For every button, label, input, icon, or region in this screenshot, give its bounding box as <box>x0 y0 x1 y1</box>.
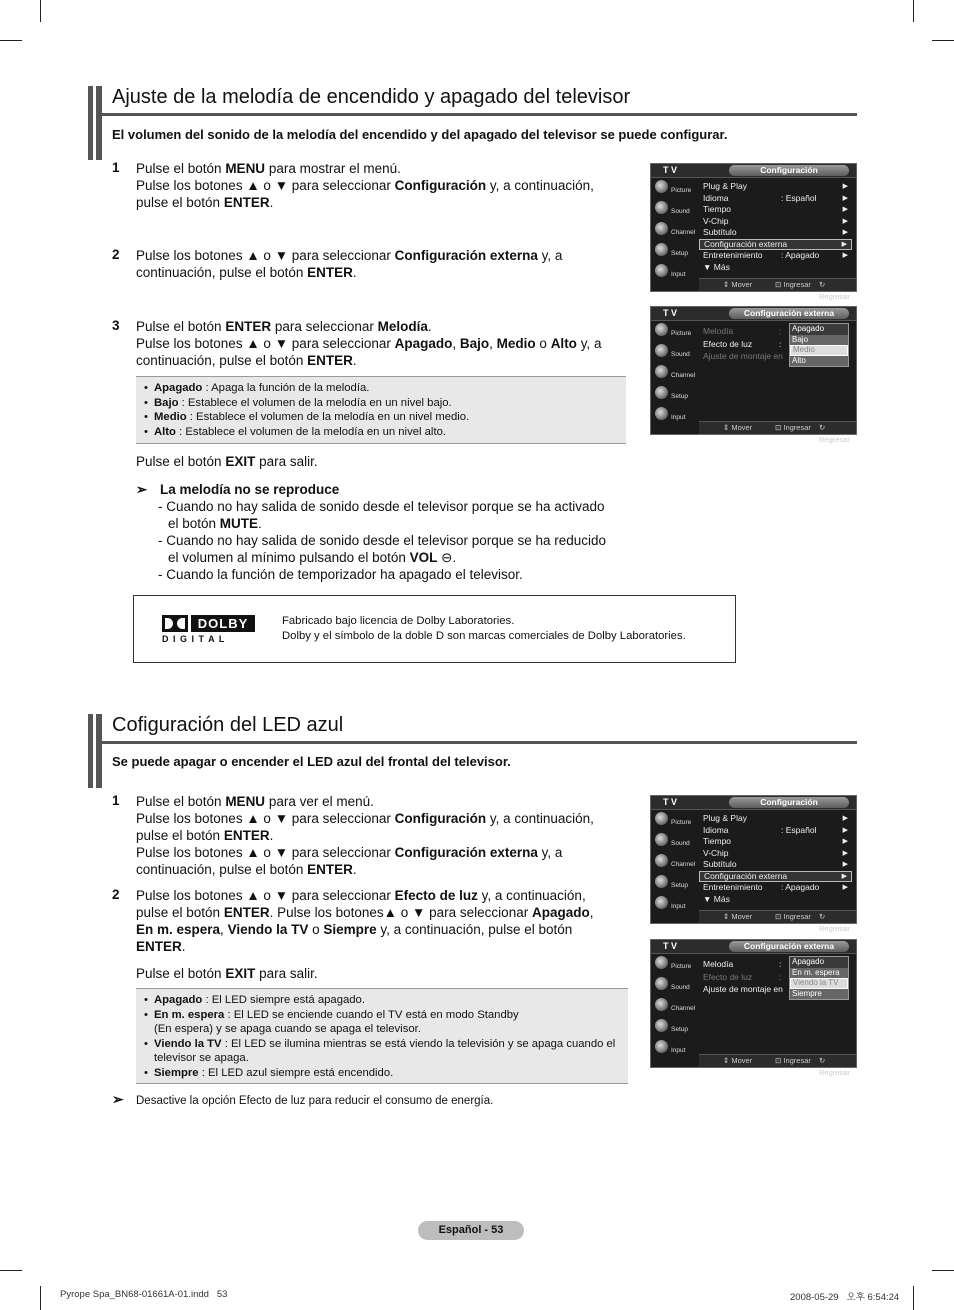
channel-icon <box>655 998 668 1011</box>
step-number: 1 <box>112 793 120 808</box>
osd-side-item <box>651 873 697 894</box>
osd-item-label: Idioma <box>703 824 729 835</box>
osd-colon: : <box>779 326 782 336</box>
osd-item-label: Configuración externa <box>704 870 788 881</box>
osd-side-item <box>651 262 697 283</box>
osd-sidebar <box>651 810 697 915</box>
osd-title: Configuración externa <box>729 941 849 952</box>
osd-side-label: Sound <box>671 984 690 991</box>
osd-dropdown-option[interactable]: Viendo la TV <box>790 978 848 989</box>
option-item: • Apagado : Apaga la función de la melodía. <box>154 381 620 396</box>
channel-icon <box>655 222 668 235</box>
osd-side-label: Picture <box>671 963 692 970</box>
osd-side-label: Picture <box>671 187 692 194</box>
section-bar <box>88 714 102 788</box>
osd-side-item <box>651 363 697 384</box>
osd-side-label: Channel <box>671 229 696 236</box>
osd-item-value: : Español <box>781 192 817 203</box>
arrow-right-icon: ▶ <box>842 194 848 202</box>
picture-icon <box>655 180 668 193</box>
option-item: • Viendo la TV : El LED se ilumina mientras se está viendo la televisión y se apaga cuando el televisor se apaga. <box>154 1037 622 1066</box>
osd-dropdown-option[interactable]: Alto <box>792 355 806 365</box>
osd-side-item <box>651 1038 697 1059</box>
channel-icon <box>655 854 668 867</box>
osd-colon: : <box>779 959 782 969</box>
osd-side-item <box>651 321 697 342</box>
picture-icon <box>655 956 668 969</box>
arrow-right-icon: ▶ <box>842 826 848 834</box>
section-title: Cofiguración del LED azul <box>112 714 344 736</box>
osd-menu-item[interactable] <box>699 216 852 228</box>
osd-item-label: Idioma <box>703 192 729 203</box>
osd-tv-label: T V <box>663 165 678 175</box>
input-icon <box>655 264 668 277</box>
osd-side-item <box>651 1017 697 1038</box>
arrow-right-icon: ▶ <box>841 240 847 248</box>
osd-side-item <box>651 384 697 405</box>
sound-icon <box>655 977 668 990</box>
tip-text: Desactive la opción Efecto de luz para reducir el consumo de energía. <box>136 1095 494 1107</box>
note-line: - Cuando no hay salida de sonido desde el televisor porque se ha activado <box>158 499 605 514</box>
osd-item-label: Tiempo <box>703 836 732 846</box>
crop-mark <box>932 40 954 41</box>
note-arrow-icon: ➢ <box>136 482 148 497</box>
osd-title: Configuración <box>729 165 849 176</box>
crop-mark <box>0 40 22 41</box>
osd-menu-item[interactable] <box>699 262 852 274</box>
osd-side-item <box>651 996 697 1017</box>
page-number-badge: Español - 53 <box>418 1221 524 1240</box>
section-intro: El volumen del sonido de la melodía del encendido y del apagado del televisor se puede configurar. <box>112 127 728 142</box>
osd-side-item <box>651 894 697 915</box>
osd-title: Configuración <box>729 797 849 808</box>
osd-menu-list <box>699 181 852 273</box>
osd-dropdown <box>789 956 849 1000</box>
note-line: el botón MUTE. <box>168 516 262 531</box>
osd-header <box>651 307 856 321</box>
option-item: • Medio : Establece el volumen de la melodía en un nivel medio. <box>154 410 620 425</box>
osd-side-label: Picture <box>671 819 692 826</box>
options-box <box>136 376 626 444</box>
osd-side-item <box>651 405 697 426</box>
note-line: - Cuando no hay salida de sonido desde el televisor porque se ha reducido <box>158 533 607 548</box>
osd-side-label: Channel <box>671 372 696 379</box>
osd-menu-item[interactable] <box>699 239 852 251</box>
osd-side-label: Channel <box>671 861 696 868</box>
mover-hint: ⇕ Mover <box>723 280 753 289</box>
regresar-hint: ↻ Regresar <box>819 1056 850 1077</box>
osd-side-label: Input <box>671 1047 686 1054</box>
setup-icon <box>655 875 668 888</box>
sound-icon <box>655 833 668 846</box>
osd-side-label: Sound <box>671 208 690 215</box>
osd-item-label: Tiempo <box>703 204 732 214</box>
crop-mark <box>932 1270 954 1271</box>
osd-item-label: Melodía <box>703 326 734 336</box>
osd-menu-item[interactable] <box>699 871 852 883</box>
arrow-right-icon: ▶ <box>842 252 848 259</box>
crop-mark <box>913 0 914 22</box>
osd-side-label: Setup <box>671 250 688 257</box>
dolby-line: Fabricado bajo licencia de Dolby Laboratories. <box>282 615 515 627</box>
osd-footer <box>699 278 856 301</box>
section-title: Ajuste de la melodía de encendido y apagado del televisor <box>112 86 631 108</box>
osd-footer <box>699 910 856 933</box>
osd-item-label: Plug & Play <box>703 813 747 823</box>
step-number: 3 <box>112 318 120 333</box>
arrow-right-icon: ▶ <box>842 838 848 845</box>
osd-menu-item[interactable] <box>699 825 852 837</box>
picture-icon <box>655 812 668 825</box>
regresar-hint: ↻ Regresar <box>819 280 850 301</box>
exit-instruction: Pulse el botón EXIT para salir. <box>136 454 318 469</box>
regresar-hint: ↻ Regresar <box>819 912 850 933</box>
osd-sidebar <box>651 321 697 426</box>
setup-icon <box>655 386 668 399</box>
osd-item-label: Subtítulo <box>703 227 737 237</box>
osd-menu-item[interactable] <box>699 181 852 193</box>
step-number: 1 <box>112 160 120 175</box>
step-number: 2 <box>112 247 120 262</box>
osd-side-label: Sound <box>671 351 690 358</box>
arrow-right-icon: ▶ <box>842 849 848 857</box>
step-text: Pulse el botón ENTER para seleccionar Melodía. Pulse los botones ▲ o ▼ para seleccionar Apagado, Bajo, Medio o Alto y, a continuación, pulse el botón ENTER. <box>136 319 602 368</box>
osd-item-label: Plug & Play <box>703 181 747 191</box>
osd-side-item <box>651 220 697 241</box>
osd-item-label: Entretenimiento <box>703 882 763 892</box>
osd-item-label: ▼ Más <box>703 261 730 272</box>
osd-dropdown <box>789 323 849 367</box>
option-item: • Alto : Establece el volumen de la melodía en un nivel alto. <box>154 425 620 440</box>
print-date: 2008-05-29 오후 6:54:24 <box>790 1292 900 1303</box>
osd-item-label: V-Chip <box>703 215 729 226</box>
osd-menu-list <box>699 813 852 905</box>
osd-tv-label: T V <box>663 941 678 951</box>
section-rule <box>102 113 857 116</box>
option-item: • En m. espera : El LED se enciende cuando el TV está en modo Standby (En espera) y se apaga cuando se apaga el televisor. <box>154 1008 622 1037</box>
dolby-wordmark: DOLBY <box>191 615 255 632</box>
step-number: 2 <box>112 887 120 902</box>
osd-side-item <box>651 178 697 199</box>
tv-menu-screenshot <box>650 163 857 301</box>
osd-side-item <box>651 199 697 220</box>
section-intro: Se puede apagar o encender el LED azul del frontal del televisor. <box>112 754 511 769</box>
ingresar-hint: ⊡ Ingresar <box>775 1056 811 1065</box>
tv-menu-screenshot <box>650 306 857 444</box>
double-d-icon <box>162 615 188 632</box>
osd-item-label: Subtítulo <box>703 859 737 869</box>
osd-item-label: V-Chip <box>703 847 729 858</box>
mover-hint: ⇕ Mover <box>723 1056 753 1065</box>
osd-side-item <box>651 810 697 831</box>
ingresar-hint: ⊡ Ingresar <box>775 280 811 289</box>
osd-item-label: Ajuste de montaje en <box>703 351 783 361</box>
dolby-line: Dolby y el símbolo de la doble D son marcas comerciales de Dolby Laboratories. <box>282 630 686 642</box>
note-line: - Cuando la función de temporizador ha apagado el televisor. <box>158 567 523 582</box>
step-text: Pulse el botón MENU para mostrar el menú. Pulse los botones ▲ o ▼ para seleccionar Configuración y, a continuación, pulse el botón ENTER. <box>136 161 594 210</box>
options-box <box>136 988 628 1084</box>
crop-mark <box>913 1286 914 1310</box>
regresar-hint: ↻ Regresar <box>819 423 850 444</box>
osd-side-item <box>651 831 697 852</box>
ingresar-hint: ⊡ Ingresar <box>775 423 811 432</box>
osd-side-item <box>651 975 697 996</box>
setup-icon <box>655 1019 668 1032</box>
option-item: • Bajo : Establece el volumen de la melodía en un nivel bajo. <box>154 396 620 411</box>
osd-side-label: Setup <box>671 393 688 400</box>
crop-mark <box>40 0 41 22</box>
arrow-right-icon: ▶ <box>841 872 847 880</box>
osd-item-label: Melodía <box>703 959 734 969</box>
osd-item-label: Ajuste de montaje en <box>703 984 783 994</box>
osd-menu-item[interactable] <box>699 859 852 871</box>
picture-icon <box>655 323 668 336</box>
tip-arrow-icon: ➢ <box>112 1091 124 1107</box>
ingresar-hint: ⊡ Ingresar <box>775 912 811 921</box>
arrow-right-icon: ▶ <box>842 206 848 213</box>
osd-menu-item[interactable] <box>699 204 852 216</box>
arrow-right-icon: ▶ <box>842 183 848 190</box>
mover-hint: ⇕ Mover <box>723 912 753 921</box>
osd-header <box>651 940 856 954</box>
crop-mark <box>0 1270 22 1271</box>
osd-sidebar <box>651 178 697 283</box>
osd-header <box>651 164 856 178</box>
dolby-logo <box>162 615 258 645</box>
osd-dropdown-option[interactable]: En m. espera <box>792 967 840 977</box>
osd-side-item <box>651 852 697 873</box>
input-icon <box>655 1040 668 1053</box>
osd-item-value: : Español <box>781 824 817 835</box>
file-info: Pyrope Spa_BN68-01661A-01.indd 53 <box>60 1289 228 1300</box>
section-rule <box>102 741 857 744</box>
crop-mark <box>40 1286 41 1310</box>
osd-side-label: Input <box>671 414 686 421</box>
osd-sidebar <box>651 954 697 1059</box>
osd-header <box>651 796 856 810</box>
osd-menu-item[interactable] <box>699 882 852 894</box>
arrow-right-icon: ▶ <box>842 815 848 822</box>
osd-item-label: Efecto de luz <box>703 338 753 349</box>
osd-footer <box>699 421 856 444</box>
osd-dropdown-option[interactable]: Bajo <box>792 334 809 344</box>
setup-icon <box>655 243 668 256</box>
osd-title: Configuración externa <box>729 308 849 319</box>
mover-hint: ⇕ Mover <box>723 423 753 432</box>
osd-side-label: Input <box>671 903 686 910</box>
osd-menu-item[interactable] <box>699 813 852 825</box>
osd-item-value: : Apagado <box>781 250 820 260</box>
osd-side-label: Input <box>671 271 686 278</box>
osd-side-item <box>651 342 697 363</box>
option-item: • Siempre : El LED azul siempre está encendido. <box>154 1066 622 1081</box>
osd-menu-item[interactable] <box>699 227 852 239</box>
osd-side-label: Setup <box>671 882 688 889</box>
osd-tv-label: T V <box>663 308 678 318</box>
arrow-right-icon: ▶ <box>842 884 848 891</box>
tv-menu-screenshot <box>650 939 857 1077</box>
osd-footer <box>699 1054 856 1077</box>
note-line: el volumen al mínimo pulsando el botón VOL ⊖. <box>168 550 457 565</box>
osd-item-value: : Apagado <box>781 882 820 892</box>
sound-icon <box>655 344 668 357</box>
dolby-digital-text: D I G I T A L <box>162 634 226 644</box>
osd-colon: : <box>779 971 782 982</box>
channel-icon <box>655 365 668 378</box>
arrow-right-icon: ▶ <box>842 861 848 868</box>
option-item: • Apagado : El LED siempre está apagado. <box>154 993 622 1008</box>
osd-menu-item[interactable] <box>699 894 852 906</box>
osd-menu-item[interactable] <box>699 848 852 860</box>
input-icon <box>655 896 668 909</box>
osd-dropdown-option[interactable]: Medio <box>790 345 848 356</box>
osd-side-label: Setup <box>671 1026 688 1033</box>
osd-item-label: Configuración externa <box>704 238 788 249</box>
osd-menu-item[interactable] <box>699 250 852 262</box>
section-bar <box>88 86 102 160</box>
note-title: La melodía no se reproduce <box>160 482 340 497</box>
osd-side-item <box>651 241 697 262</box>
step-text: Pulse el botón MENU para ver el menú. Pulse los botones ▲ o ▼ para seleccionar Configuración y, a continuación, pulse el botón ENTER. Pulse los botones ▲ o ▼ para seleccionar Configuración externa y, a continuación, pulse el botón ENTER. <box>136 794 594 877</box>
osd-side-label: Sound <box>671 840 690 847</box>
osd-dropdown-option[interactable]: Siempre <box>792 988 822 998</box>
osd-dropdown-option[interactable]: Apagado <box>790 324 848 335</box>
osd-item-label: Efecto de luz <box>703 971 753 982</box>
step-text: Pulse los botones ▲ o ▼ para seleccionar Configuración externa y, a continuación, pulse el botón ENTER. <box>136 248 563 280</box>
osd-side-label: Channel <box>671 1005 696 1012</box>
arrow-right-icon: ▶ <box>842 229 848 236</box>
osd-item-label: Entretenimiento <box>703 250 763 260</box>
input-icon <box>655 407 668 420</box>
arrow-right-icon: ▶ <box>842 217 848 225</box>
osd-menu-item[interactable] <box>699 836 852 848</box>
osd-item-label: ▼ Más <box>703 893 730 904</box>
sound-icon <box>655 201 668 214</box>
osd-tv-label: T V <box>663 797 678 807</box>
step-text: Pulse los botones ▲ o ▼ para seleccionar Efecto de luz y, a continuación, pulse el botón ENTER. Pulse los botones▲ o ▼ para seleccionar Apagado, En m. espera, Viendo la TV o Siempre y, a continuación, pulse el botón ENTER. <box>136 888 594 954</box>
osd-dropdown-option[interactable]: Apagado <box>790 957 848 968</box>
osd-side-label: Picture <box>671 330 692 337</box>
osd-menu-item[interactable] <box>699 193 852 205</box>
dolby-box <box>133 595 736 663</box>
tv-menu-screenshot <box>650 795 857 933</box>
osd-colon: : <box>779 338 782 349</box>
osd-side-item <box>651 954 697 975</box>
exit-instruction: Pulse el botón EXIT para salir. <box>136 966 318 981</box>
